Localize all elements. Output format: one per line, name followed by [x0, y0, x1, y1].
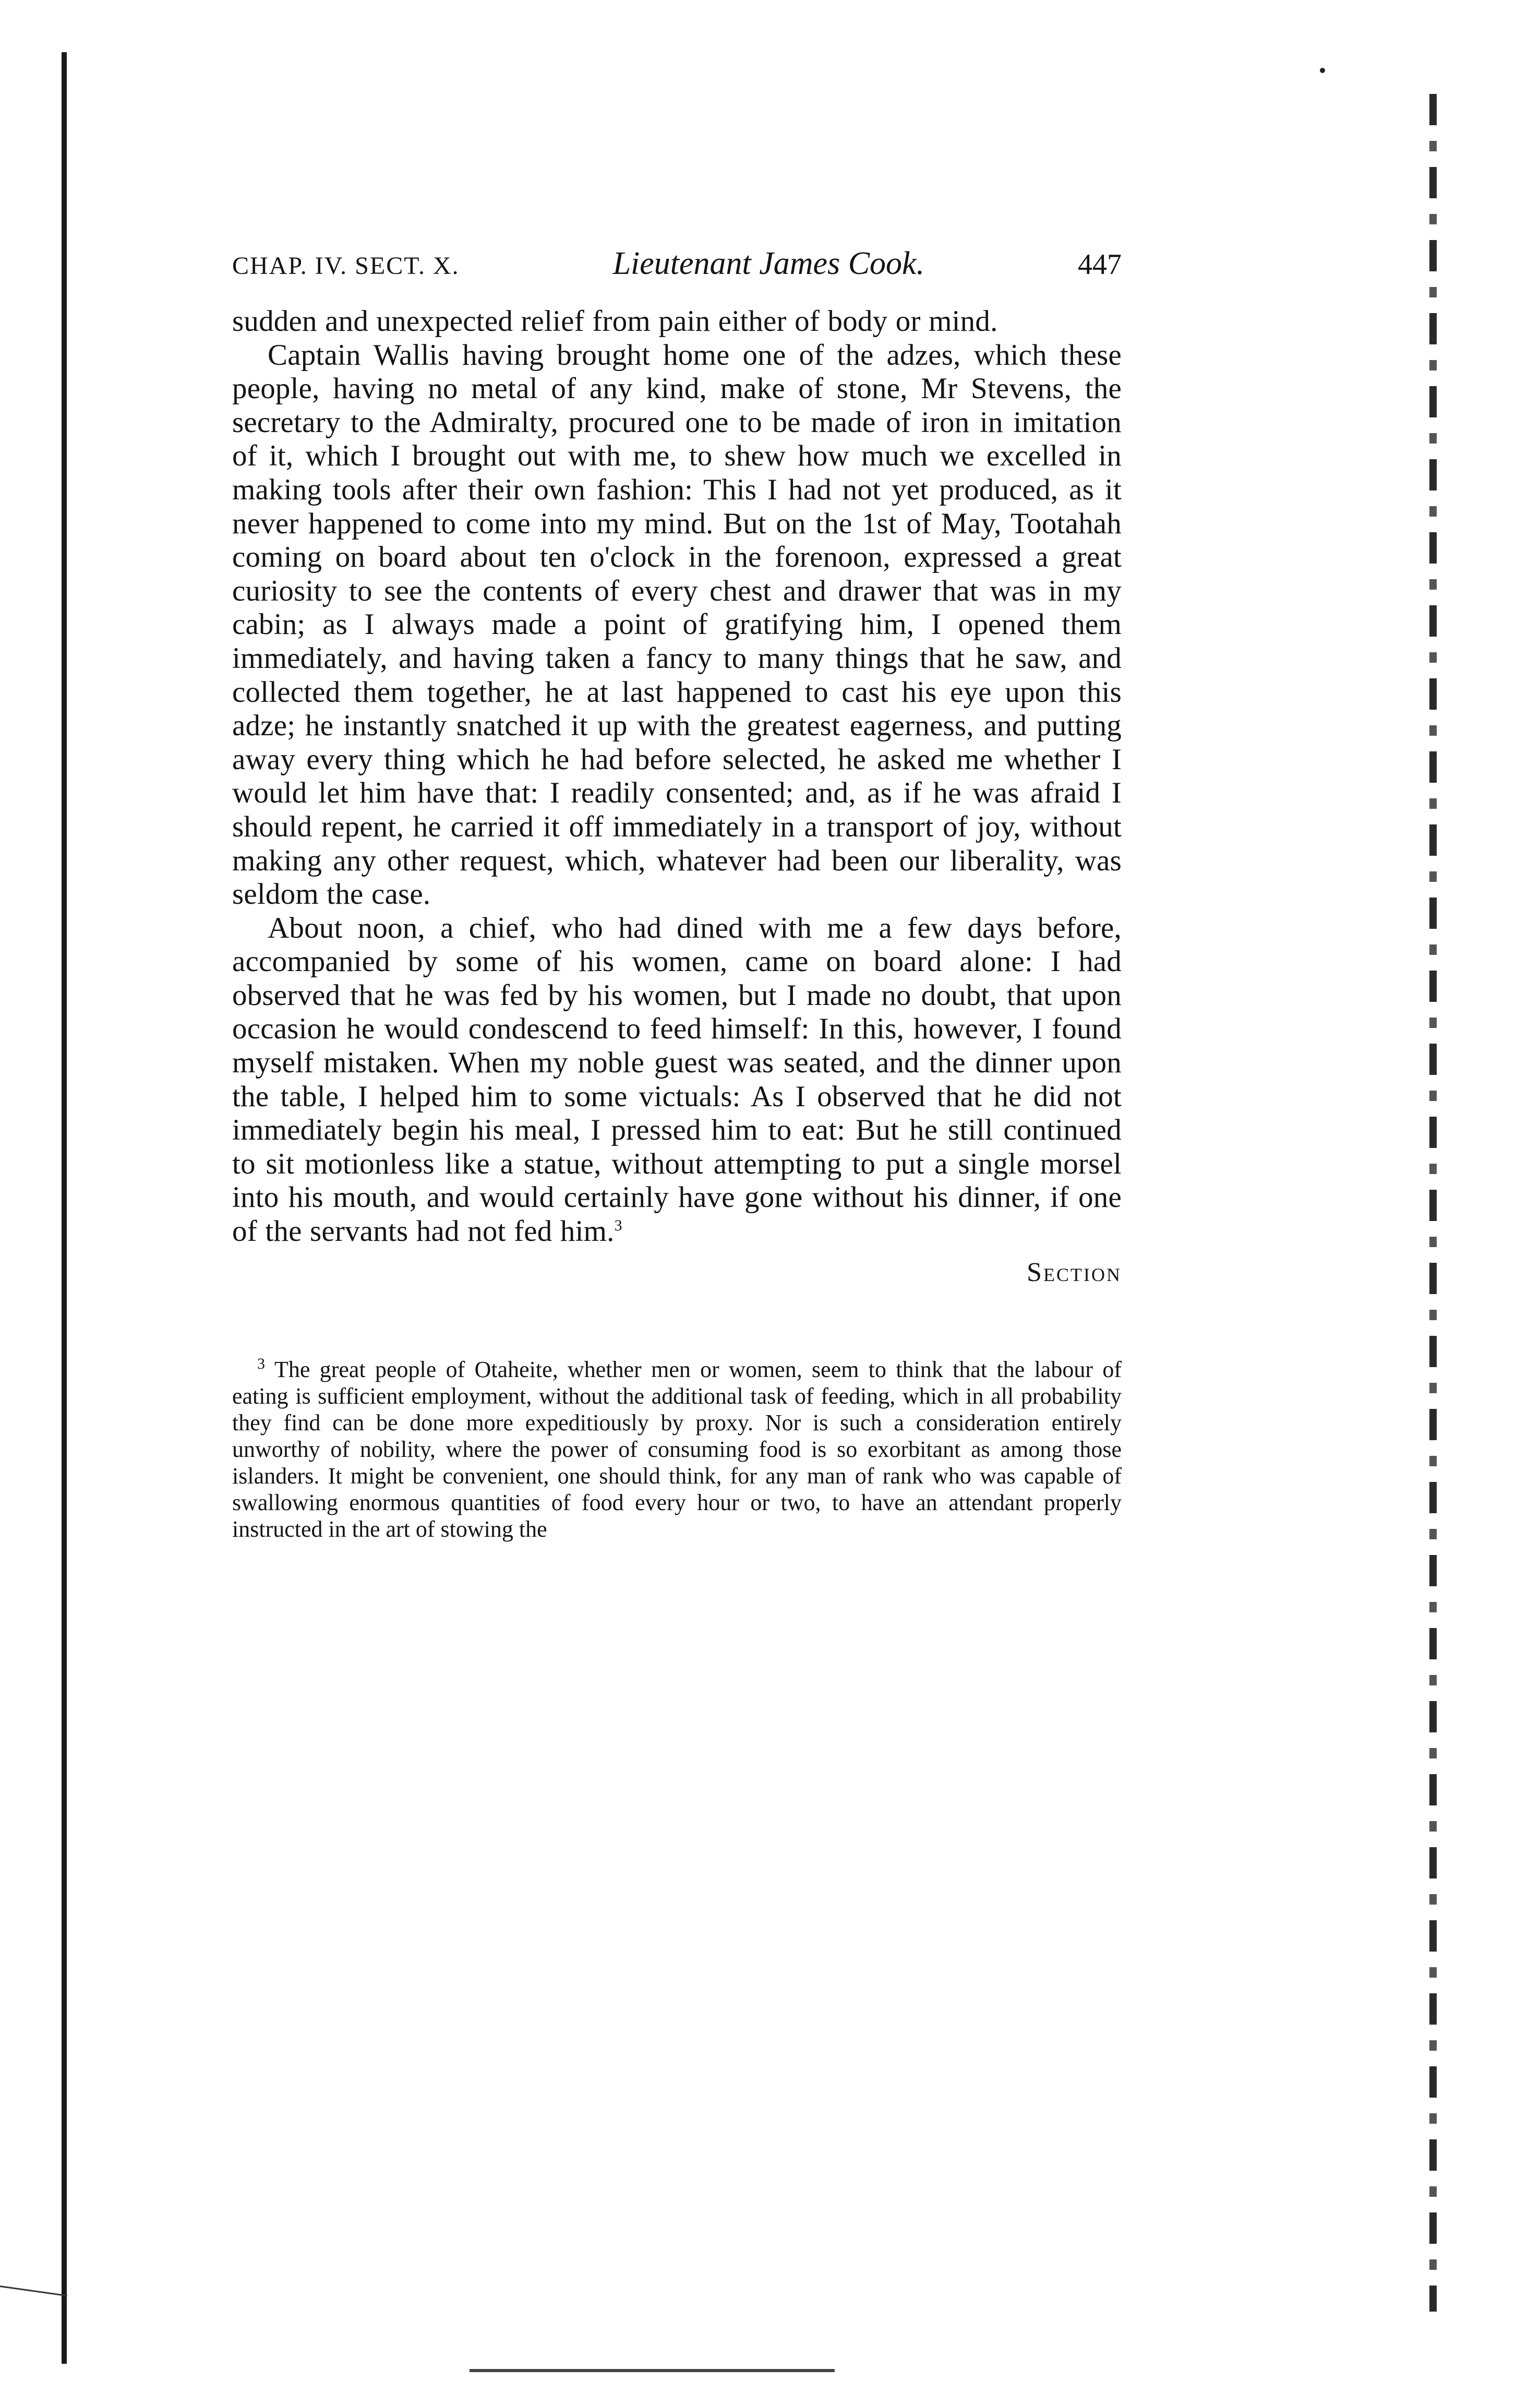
page-number: 447	[1078, 248, 1122, 281]
running-head-chapter: CHAP. IV. SECT. X.	[232, 252, 460, 280]
body-text	[232, 305, 1122, 1249]
paragraph-continuation: sudden and unexpected relief from pain either of body or mind.	[232, 305, 998, 338]
footnote-text: The great people of Otaheite, whether men or women, seem to think that the labour of eating is sufficient employment, without the additional task of feeding, which in all probability they find can be done more expeditiously by proxy. Nor is such a consideration entirely unworthy of nobility, where the power of consuming food is so exorbitant as among those islanders. It might be convenient, one should think, for any man of rank who was capable of swallowing enormous quantities of food every hour or two, to have an attendant properly instructed in the art of stowing the	[232, 1356, 1122, 1542]
scan-margin-mark	[0, 2286, 67, 2296]
running-head-title: Lieutenant James Cook.	[612, 246, 925, 281]
paragraph-adze: Captain Wallis having brought home one of the adzes, which these people, having no metal of any kind, make of stone, Mr Stevens, the secretary to the Admiralty, procured one to be made of iron in imitation of it, which I brought out with me, to shew how much we excelled in making tools after their own fashion: This I had not yet produced, as it never happened to come into my mind. But on the 1st of May, Tootahah coming on board about ten o'clock in the forenoon, expressed a great curiosity to see the contents of every chest and drawer that was in my cabin; as I always made a point of gratifying him, I opened them immediately, and having taken a fancy to many things that he saw, and collected them together, he at last happened to cast his eye upon this adze; he instantly snatched it up with the greatest eagerness, and putting away every thing which he had before selected, he asked me whether I would let him have that: I readily consented; and, as if he was afraid I should repent, he carried it off immediately in a transport of joy, without making any other request, which, whatever had been our liberality, was seldom the case.	[232, 338, 1122, 911]
catchword: Section	[1027, 1257, 1122, 1287]
book-page	[232, 245, 1122, 1542]
scan-bottom-smudge	[470, 2369, 835, 2372]
scan-speck	[1320, 68, 1325, 73]
running-head	[232, 245, 1122, 287]
paragraph-chief-text: About noon, a chief, who had dined with me a few days before, accompanied by some of his women, came on board alone: I had observed that he was fed by his women, but I made no doubt, that upon occasion he would condescend to feed himself: In this, however, I found myself mistaken. When my noble guest was seated, and the dinner upon the table, I helped him to some victuals: As I observed that he did not immediately begin his meal, I pressed him to eat: But he still continued to sit motionless like a statue, without attempting to put a single morsel into his mouth, and would certainly have gone without his dinner, if one of the servants had not fed him.	[232, 911, 1122, 1248]
scan-edge-right	[1429, 94, 1437, 2312]
footnote	[232, 1356, 1122, 1542]
scan-edge-left	[62, 52, 67, 2364]
footnote-mark: 3	[257, 1355, 265, 1372]
paragraph-chief	[232, 912, 1122, 1249]
footnote-reference: 3	[614, 1217, 622, 1235]
